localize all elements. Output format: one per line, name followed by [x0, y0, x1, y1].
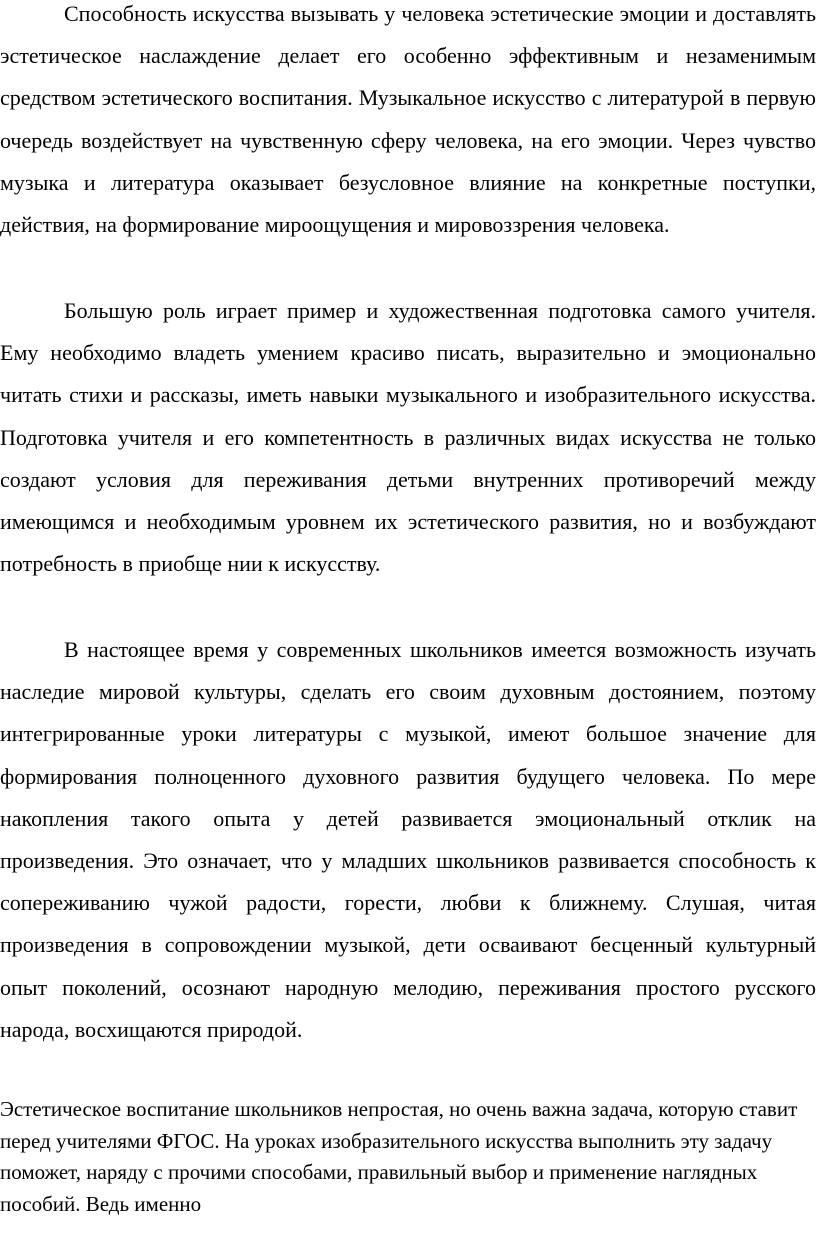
paragraph-modern-schoolchildren: В настоящее время у современных школьников имеется возможность изучать наследие мировой культуры, сделать его своим духовным достоянием, поэтому интегрированные уроки литературы с музыкой, имеют большое значение для формирования полноценного духовного развития будущего человека. По мере накопления такого опыта у детей развивается эмоциональный отклик на произведения. Это означает, что у младших школьников развивается способность к сопереживанию чужой радости, горести, любви к ближнему. Слушая, читая произведения в сопровождении музыкой, дети осваивают бесценный культурный опыт поколений, осознают народную мелодию, переживания простого русского народа, восхищаются природой. — [0, 637, 816, 1042]
paragraph-teacher-preparation: Большую роль играет пример и художественная подготовка самого учителя. Ему необходимо владеть умением красиво писать, выразительно и эмоционально читать стихи и рассказы, иметь навыки музыкального и изобразительного искусства. Подготовка учителя и его компетентность в различных видах искусства не только создают условия для переживания детьми внутренних противоречий между имеющимся и необходимым уровнем их эстетического развития, но и возбуждают потребность в приобще нии к искусству. — [0, 298, 816, 577]
paragraph-aesthetic-education-fgos: Эстетическое воспитание школьников непростая, но очень важна задача, которую ставит перед учителями ФГОС. На уроках изобразительного искусства выполнить эту задачу поможет, наряду с прочими способами, правильный выбор и применение наглядных пособий. Ведь именно — [0, 1097, 798, 1216]
paragraph-aesthetic-emotions: Способность искусства вызывать у человека эстетические эмоции и доставлять эстетическое наслаждение делает его особенно эффективным и незаменимым средством эстетического воспитания. Музыкальное искусство с литературой в первую очередь воздействует на чувственную сферу человека, на его эмоции. Через чувство музыка и литература оказывает безусловное влияние на конкретные поступки, действия, на формирование мироощущения и мировоззрения человека. — [0, 1, 816, 238]
